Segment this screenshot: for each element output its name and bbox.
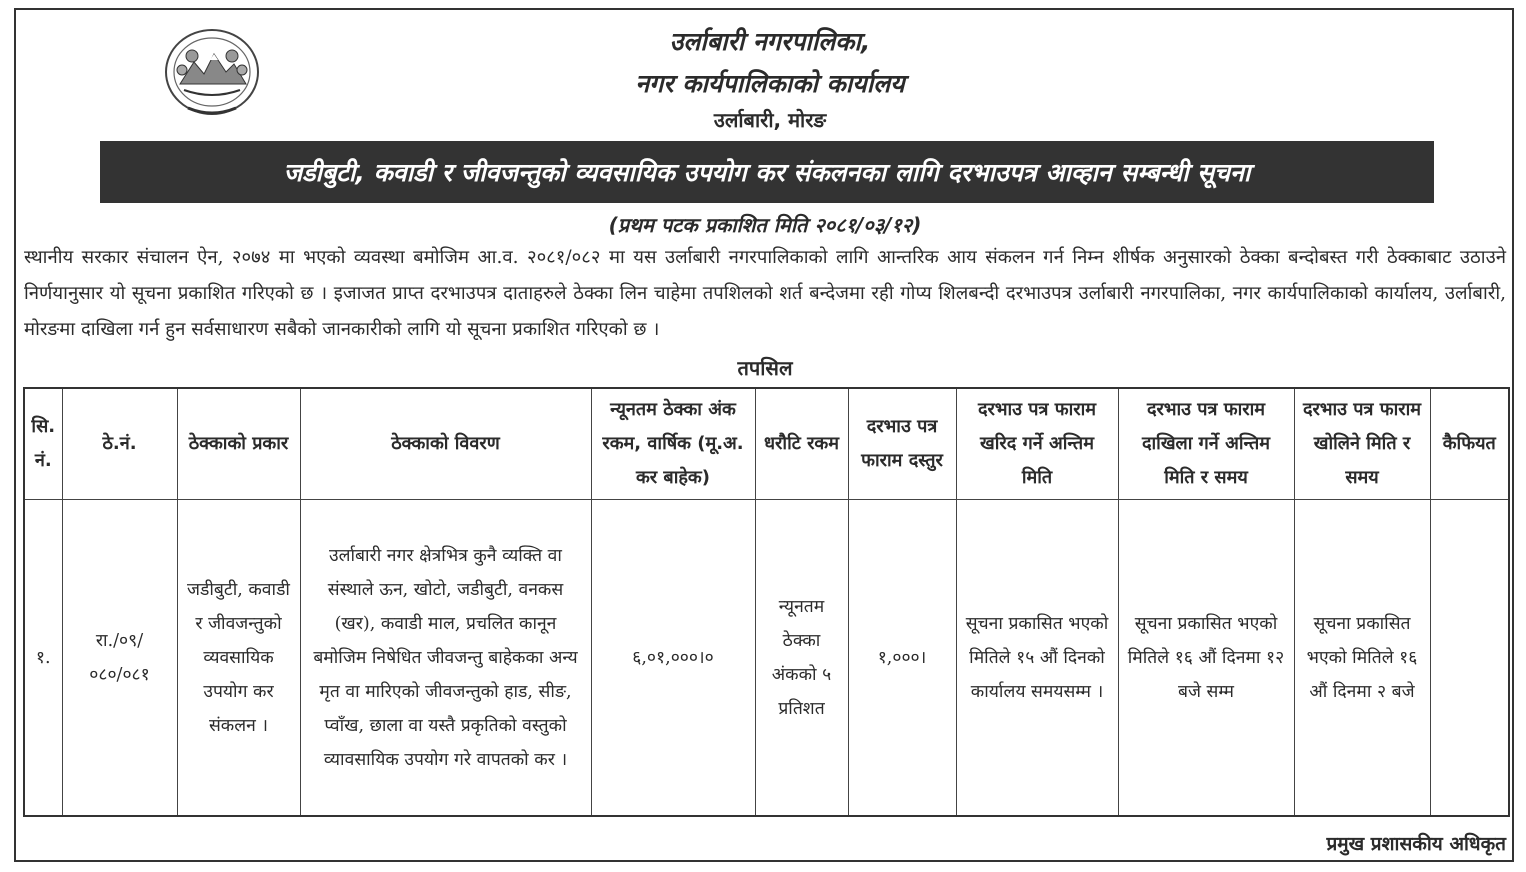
notice-body: स्थानीय सरकार संचालन ऐन, २०७४ मा भएको व्यवस्था बमोजिम आ.व. २०८१/०८२ मा यस उर्लाबारी नगरपालिकाको लागि आन्तरिक आय संकलन गर्न निम्न शीर्षक अनुसारको ठेक्का बन्दोबस्त गरी ठेक्काबाट उठाउने निर्णयानुसार यो सूचना प्रकाशित गरिएको छ । इजाजत प्राप्त दरभाउपत्र दाताहरुले ठेक्का लिन चाहेमा तपशिलको शर्त बन्देजमा रही गोप्य शिलबन्दी दरभाउपत्र उर्लाबारी नगरपालिका, नगर कार्यपालिकाको कार्यालय, उर्लाबारी, मोरङमा दाखिला गर्न हुन सर्वसाधारण सबैको जानकारीको लागि यो सूचना प्रकाशित गरिएको छ । [24,247,1506,340]
col-header-opening: दरभाउ पत्र फाराम खोलिने मिति र समय [1294,388,1430,500]
cell-sn: १. [24,500,62,817]
office-address: उर्लाबारी, मोरङ [713,108,827,132]
col-header-deposit: धरौटि रकम [755,388,848,500]
notice-title: जडीबुटी, कवाडी र जीवजन्तुको व्यवसायिक उपयोग कर संकलनका लागि दरभाउपत्र आव्हान सम्बन्धी सूचना [283,158,1251,187]
cell-deposit: न्यूनतम ठेक्का अंकको ५ प्रतिशत [755,500,848,817]
government-emblem-icon [160,26,264,120]
col-header-sn: सि. नं. [24,388,62,500]
col-header-remarks: कैफियत [1430,388,1509,500]
cell-remarks [1430,500,1509,817]
cell-type: जडीबुटी, कवाडी र जीवजन्तुको व्यवसायिक उपयोग कर संकलन । [177,500,300,817]
tender-table [23,387,1510,817]
cell-description: उर्लाबारी नगर क्षेत्रभित्र कुनै व्यक्ति वा संस्थाले ऊन, खोटो, जडीबुटी, वनकस (खर), कवाडी माल, प्रचलित कानून बमोजिम निषेधित जीवजन्तु बाहेकका अन्य मृत वा मारिएको जीवजन्तुको हाड, सीङ, प्वाँख, छाला वा यस्तै प्रकृतिको वस्तुको व्यावसायिक उपयोग गरे वापतको कर । [300,500,591,817]
cell-form-fee: १,०००। [848,500,956,817]
col-header-tender-no: ठे.नं. [62,388,177,500]
cell-submission-deadline: सूचना प्रकासित भएको मितिले १६ औं दिनमा १२ बजे सम्म [1118,500,1294,817]
signatory-title: प्रमुख प्रशासकीय अधिकृत [1326,833,1506,855]
first-published-date: (प्रथम पटक प्रकाशित मिति २०८१/०३/१२) [608,213,922,237]
col-header-submission-deadline: दरभाउ पत्र फाराम दाखिला गर्ने अन्तिम मिति र समय [1118,388,1294,500]
table-row [24,500,1509,817]
org-name: उर्लाबारी नगरपालिका, [669,27,871,56]
cell-min-amount: ६,०१,०००।० [591,500,755,817]
office-name: नगर कार्यपालिकाको कार्यालय [635,69,905,98]
cell-purchase-deadline: सूचना प्रकासित भएको मितिले १५ औं दिनको कार्यालय समयसम्म । [956,500,1118,817]
col-header-form-fee: दरभाउ पत्र फाराम दस्तुर [848,388,956,500]
col-header-purchase-deadline: दरभाउ पत्र फाराम खरिद गर्ने अन्तिम मिति [956,388,1118,500]
col-header-type: ठेक्काको प्रकार [177,388,300,500]
schedule-heading: तपसिल [737,356,793,380]
cell-tender-no: रा./०९/ ०८०/०८१ [62,500,177,817]
cell-opening: सूचना प्रकासित भएको मितिले १६ औं दिनमा २ बजे [1294,500,1430,817]
col-header-description: ठेक्काको विवरण [300,388,591,500]
col-header-min-amount: न्यूनतम ठेक्का अंक रकम, वार्षिक (मू.अ. कर बाहेक) [591,388,755,500]
table-header-row [24,388,1509,500]
notice-title-banner [100,141,1434,203]
